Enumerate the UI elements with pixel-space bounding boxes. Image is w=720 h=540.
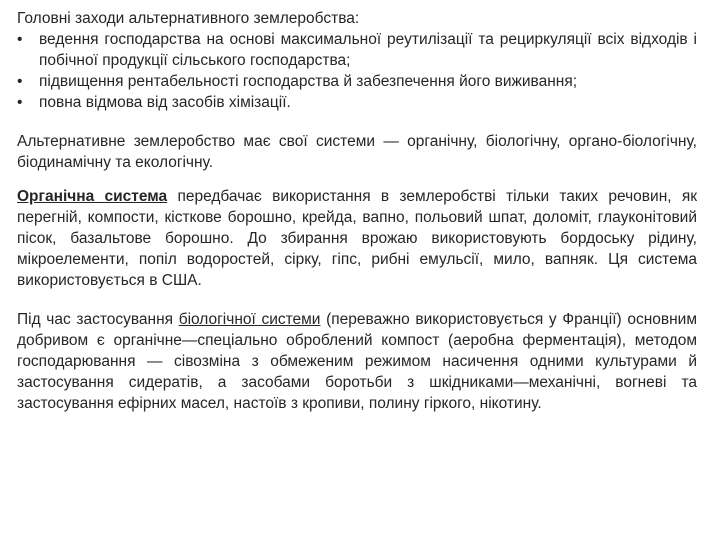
bullet-icon: • [17,94,23,111]
bullet-icon: • [17,73,23,90]
list-item [17,29,697,71]
list-item-text: ведення господарства на основі максимальної реутилізації та рециркуляції всіх відходів і побічної продукції сільського господарства; [39,31,697,69]
systems-paragraph: Альтернативне землеробство має свої системи — органічну, біологічну, органо-біологічну, біодинамічну та екологічну. [17,133,697,171]
list-item [17,92,697,113]
list-item-text: підвищення рентабельності господарства й забезпечення його виживання; [39,73,578,90]
intro-heading: Головні заходи альтернативного землеробства: [17,10,360,27]
bullet-icon: • [17,31,23,48]
biological-system-lead: Під час застосування [17,311,179,328]
organic-system-term: Органічна система [17,188,168,205]
biological-system-paragraph [17,309,697,414]
list-item [17,71,697,92]
biological-system-text: (переважно використовується у Франції) основним добривом є органічне—спеціально оброблений компост (аеробна ферментація), методом господарювання — сівозміна з обмеженим режимом насичення одними культурами й застосування сидератів, а засобами боротьби з шкідниками—механічні, вогневі та застосування ефірних масел, настоїв з кропиви, полину гіркого, нікотину. [17,311,697,412]
list-item-text: повна відмова від засобів хімізації. [39,94,291,111]
biological-system-term: біологічної системи [178,311,321,328]
measures-list [17,29,697,113]
slide-body [17,8,697,414]
organic-system-paragraph [17,186,697,291]
organic-system-text: передбачає використання в землеробстві тільки таких речовин, як перегній, компости, кісткове борошно, крейда, вапно, польовий шпат, доломіт, глауконітовий пісок, базальтове борошно. До збирання врожаю використовують бордоську рідину, мікроелементи, попіл водоростей, сірку, гіпс, рибні емульсії, мило, вапняк. Ця система використовується в США. [17,188,697,289]
